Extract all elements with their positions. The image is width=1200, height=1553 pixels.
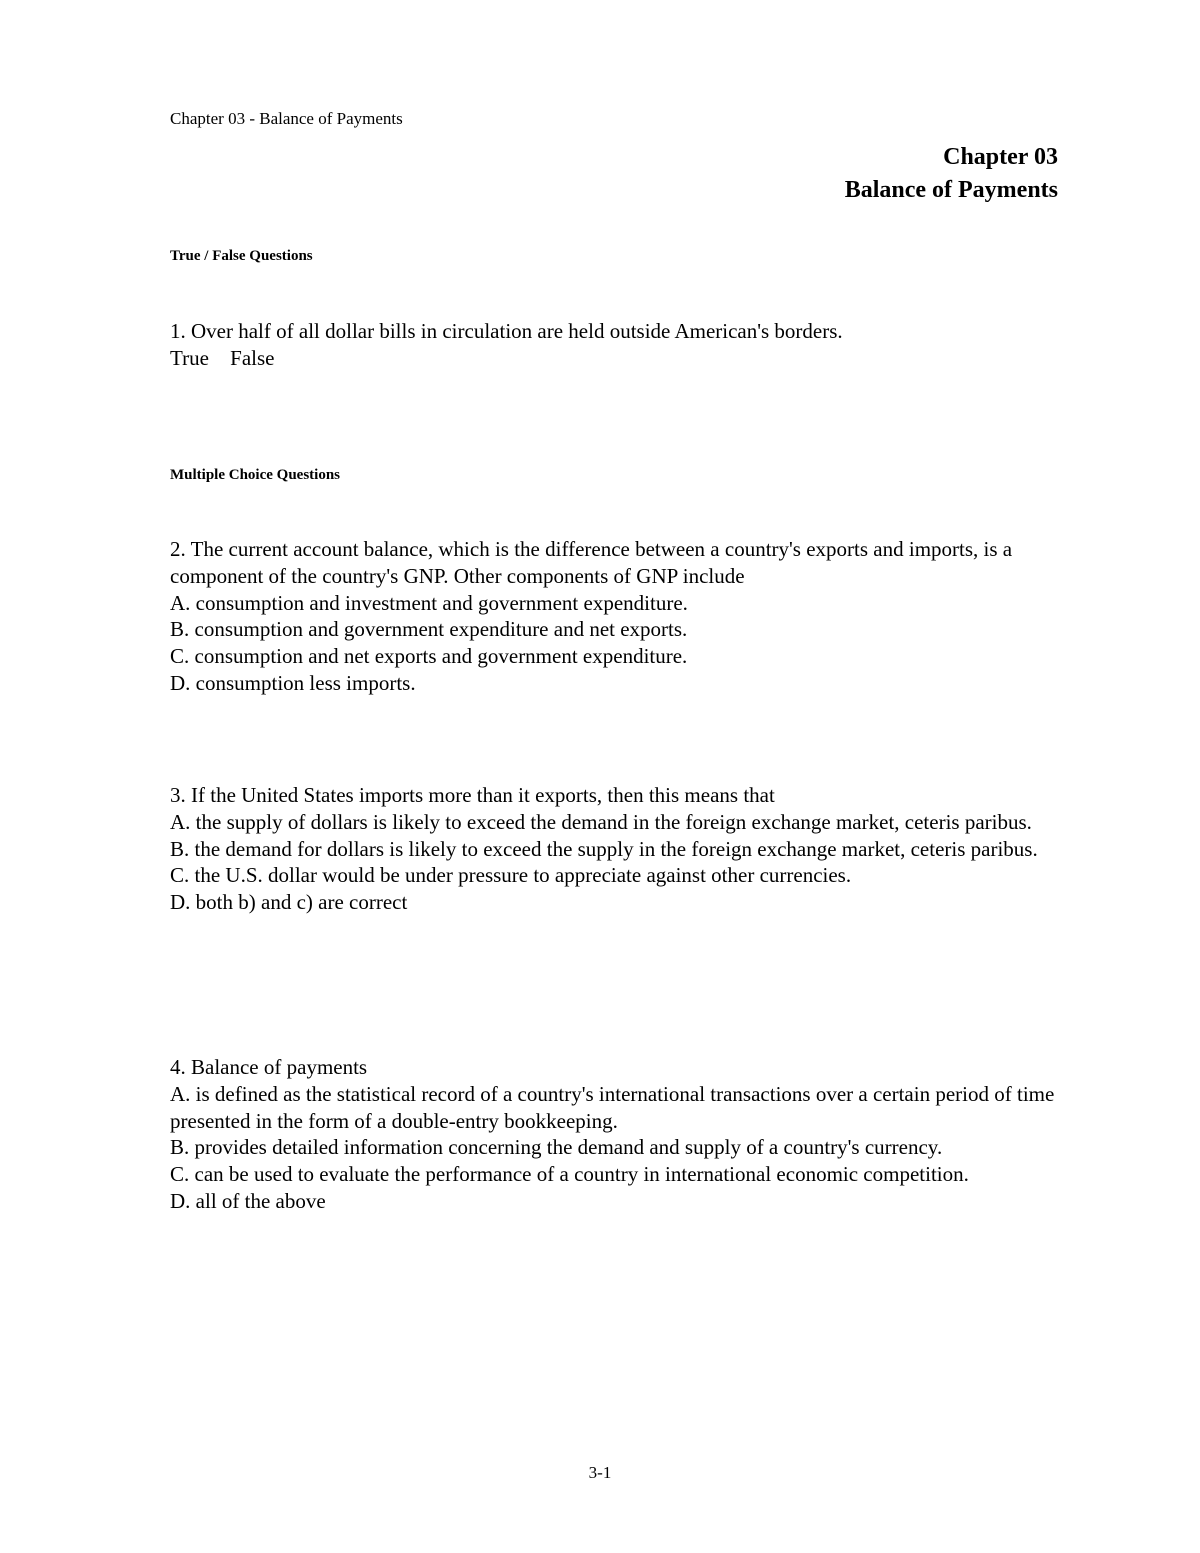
question-4-option-a: A. is defined as the statistical record of a country's international transactions over a certain period of time presented in the form of a double-entry bookkeeping.	[170, 1081, 1055, 1133]
question-1	[170, 318, 1070, 372]
question-2	[170, 536, 1070, 697]
question-1-options	[170, 345, 1070, 372]
question-2-option-b: B. consumption and government expenditure and net exports.	[170, 617, 688, 642]
chapter-title-block	[845, 141, 1058, 207]
chapter-name-title: Balance of Payments	[844, 177, 1058, 203]
option-false: False	[230, 345, 275, 370]
question-4	[170, 1054, 1070, 1215]
question-3-option-c: C. the U.S. dollar would be under pressure to appreciate against other currencies.	[170, 863, 852, 888]
question-3-option-b: B. the demand for dollars is likely to exceed the supply in the foreign exchange market, ceteris paribus.	[170, 836, 1038, 861]
question-3	[170, 782, 1070, 916]
true-false-heading: True / False Questions	[170, 248, 313, 264]
multiple-choice-heading: Multiple Choice Questions	[170, 467, 341, 483]
question-4-option-c: C. can be used to evaluate the performance of a country in international economic competition.	[170, 1162, 969, 1187]
question-2-option-c: C. consumption and net exports and government expenditure.	[170, 644, 688, 669]
question-3-option-d: D. both b) and c) are correct	[170, 890, 408, 915]
page-number: 3-1	[588, 1463, 612, 1482]
question-4-option-d: D. all of the above	[170, 1188, 326, 1213]
question-1-stem: 1. Over half of all dollar bills in circulation are held outside American's borders.	[170, 319, 843, 343]
question-4-stem: 4. Balance of payments	[170, 1055, 368, 1079]
question-2-option-a: A. consumption and investment and government expenditure.	[170, 590, 688, 615]
option-true: True	[170, 345, 209, 370]
question-3-option-a: A. the supply of dollars is likely to exceed the demand in the foreign exchange market, ceteris paribus.	[170, 809, 1032, 834]
question-2-option-d: D. consumption less imports.	[170, 670, 416, 695]
question-2-stem: 2. The current account balance, which is the difference between a country's exports and imports, is a component of the country's GNP. Other components of GNP include	[170, 537, 1013, 588]
running-header: Chapter 03 - Balance of Payments	[170, 109, 403, 128]
question-3-stem: 3. If the United States imports more than it exports, then this means that	[170, 783, 775, 807]
question-4-option-b: B. provides detailed information concerning the demand and supply of a country's currency.	[170, 1135, 943, 1160]
chapter-number-title: Chapter 03	[943, 144, 1058, 170]
